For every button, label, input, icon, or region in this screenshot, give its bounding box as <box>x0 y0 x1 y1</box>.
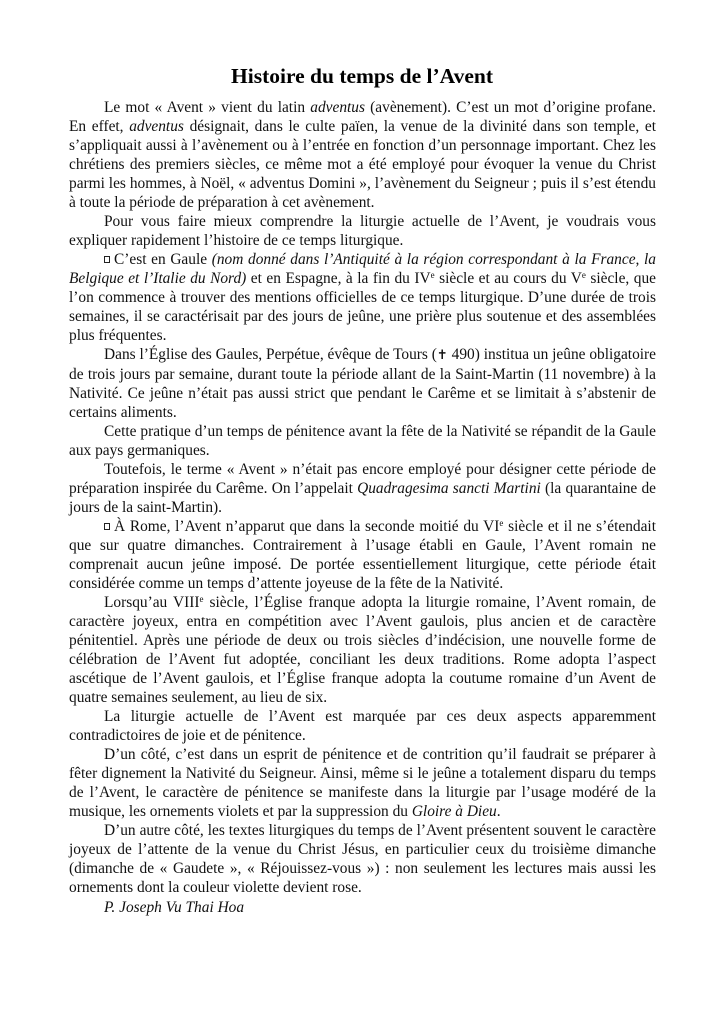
text-run: et en Espagne, à la fin du IV <box>246 270 431 287</box>
text-run: Pour vous faire mieux comprendre la liturgie actuelle de l’Avent, je voudrais vous expliquer rapidement l’histoire de ce temps liturgique. <box>69 213 656 249</box>
ordinal-superscript: e <box>199 594 204 604</box>
italic-text: adventus <box>310 99 365 116</box>
ordinal-superscript: e <box>430 270 435 280</box>
italic-text: adventus <box>129 118 184 135</box>
text-run: siècle et au cours du V <box>434 270 582 287</box>
paragraph <box>69 422 656 460</box>
text-run: La liturgie actuelle de l’Avent est marquée par ces deux aspects apparemment contradictoires de joie et de pénitence. <box>69 708 656 744</box>
italic-text: (nom donné dans l’Antiquité à la région correspondant à la France, la Belgique et l’Italie du Nord) <box>69 251 656 287</box>
text-run: (la quarantaine de jours de la saint-Martin). <box>69 480 656 516</box>
text-run: (avènement). C’est un mot d’origine profane. En effet, <box>69 99 656 135</box>
paragraph <box>69 593 656 707</box>
paragraph <box>69 517 656 593</box>
text-run: D’un côté, c’est dans un esprit de pénitence et de contrition qu’il faudrait se préparer à fêter dignement la Nativité du Seigneur. Ainsi, même si le jeûne a totalement disparu du temps de l’Avent, le caractère de pénitence se manifeste dans la liturgie par l’usage modéré de la musique, les ornements violets et par la suppression du <box>69 746 656 820</box>
text-run: À Rome, l’Avent n’apparut que dans la seconde moitié du VI <box>114 518 500 535</box>
ordinal-superscript: e <box>581 270 586 280</box>
text-run: siècle et il ne s’étendait que sur quatre dimanches. Contrairement à l’usage établi en Gaule, l’Avent romain ne comprenait aucun jeûne imposé. De portée essentiellement liturgique, cette période était considérée comme un temps d’attente joyeuse de la fête de la Nativité. <box>69 518 656 592</box>
paragraph <box>69 707 656 745</box>
text-run: D’un autre côté, les textes liturgiques du temps de l’Avent présentent souvent le caractère joyeux de l’attente de la venue du Christ Jésus, en particulier ceux du troisième dimanche (dimanche de « Gaudete », « Réjouissez-vous ») : non seulement les lectures mais aussi les ornements dont la couleur violette devient rose. <box>69 822 656 896</box>
bullet-icon <box>104 523 110 530</box>
text-run: siècle, que l’on commence à trouver des mentions officielles de ce temps liturgique. D’une durée de trois semaines, il se caractérisait par des jours de jeûne, une prière plus soutenue et des assemblées plus fréquentes. <box>69 270 656 344</box>
bullet-icon <box>104 256 110 263</box>
text-run: . <box>496 803 501 820</box>
paragraph <box>69 460 656 517</box>
text-run: C’est en Gaule <box>114 251 212 268</box>
italic-text: Gloire à Dieu <box>411 803 497 820</box>
italic-text: Quadragesima sancti Martini <box>357 480 541 497</box>
paragraph <box>69 250 656 345</box>
paragraph <box>69 345 656 422</box>
text-run: Lorsqu’au VIII <box>104 594 200 611</box>
dagger-icon: ✝ <box>436 348 448 363</box>
text-run: Dans l’Église des Gaules, Perpétue, évêque de Tours ( <box>104 346 437 363</box>
text-run: siècle, l’Église franque adopta la liturgie romaine, l’Avent romain, de caractère joyeux, entra en compétition avec l’Avent gaulois, plus ancien et de caractère pénitentiel. Après une période de deux ou trois siècles d’indécision, une nouvelle forme de célébration de l’Avent fut adoptée, conciliant les deux traditions. Rome adopta l’aspect ascétique de l’Avent gaulois, et l’Église franque adopta la coutume romaine d’un Avent de quatre semaines seulement, au lieu de six. <box>69 594 656 706</box>
signature: P. Joseph Vu Thai Hoa <box>104 899 245 916</box>
text-run: Cette pratique d’un temps de pénitence avant la fête de la Nativité se répandit de la Gaule aux pays germaniques. <box>69 423 656 459</box>
document-title: Histoire du temps de l’Avent <box>231 64 493 88</box>
document-body <box>69 98 656 897</box>
paragraph <box>69 212 656 250</box>
ordinal-superscript: e <box>499 518 504 528</box>
text-run: Le mot « Avent » vient du latin <box>104 99 311 116</box>
text-run: 490) institua un jeûne obligatoire de trois jours par semaine, durant toute la période allant de la Saint-Martin (11 novembre) à la Nativité. Ce jeûne n’était pas aussi strict que pendant le Carême et se limitait à s’abstenir de certains aliments. <box>69 346 656 421</box>
paragraph <box>69 745 656 821</box>
paragraph <box>69 821 656 897</box>
text-run: désignait, dans le culte païen, la venue de la divinité dans son temple, et s’appliquait aussi à l’avènement ou à l’entrée en fonction d’un personnage important. Chez les chrétiens des premiers siècles, ce même mot a été employé pour évoquer la venue du Christ parmi les hommes, à Noël, « adventus Domini », l’avènement du Seigneur ; puis il s’est étendu à toute la période de préparation à cet avènement. <box>69 118 656 211</box>
text-run: Toutefois, le terme « Avent » n’était pas encore employé pour désigner cette période de préparation inspirée du Carême. On l’appelait <box>69 461 656 497</box>
paragraph <box>69 98 656 212</box>
